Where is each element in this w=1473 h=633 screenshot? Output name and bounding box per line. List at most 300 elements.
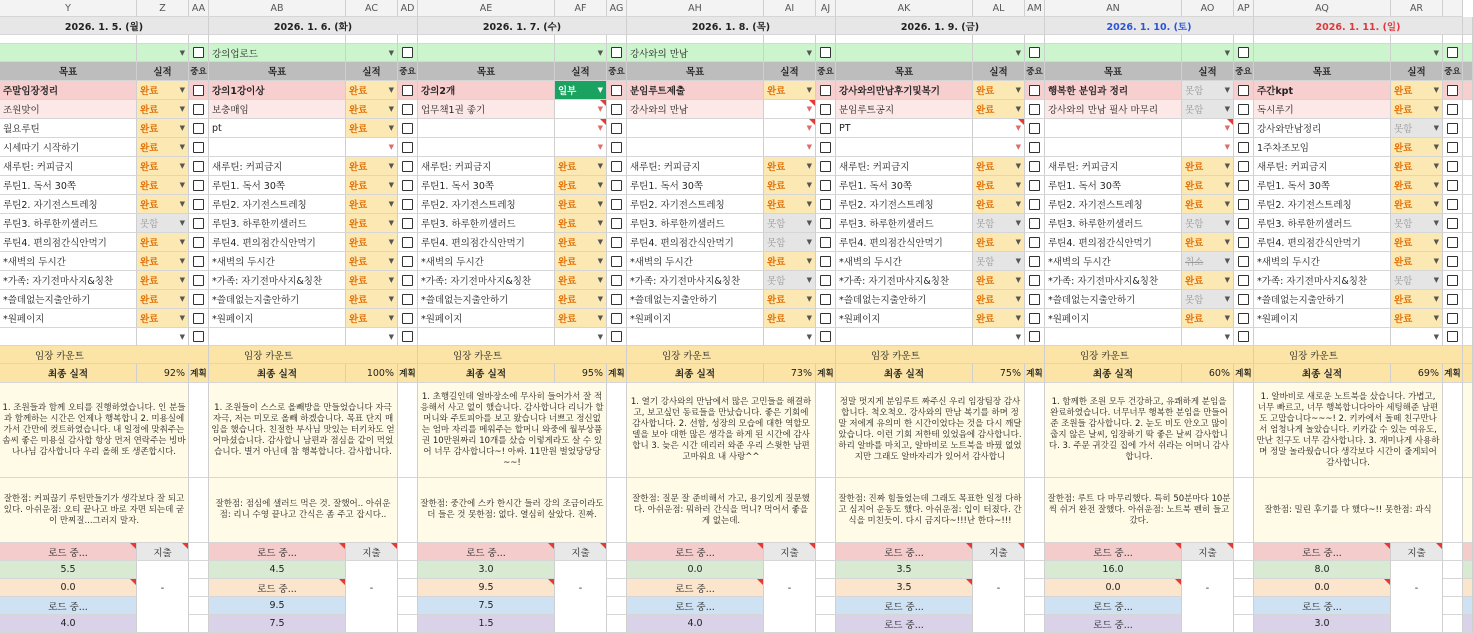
checkbox[interactable]: [1029, 331, 1040, 342]
routine-checkbox[interactable]: [816, 214, 836, 233]
dropdown-arrow-icon[interactable]: ▼: [597, 162, 603, 170]
routine-text[interactable]: *원페이지: [209, 309, 346, 328]
column-header[interactable]: AC: [346, 0, 398, 17]
routine-status[interactable]: [555, 309, 607, 328]
routine-checkbox[interactable]: [1443, 271, 1463, 290]
column-header[interactable]: Y: [0, 0, 137, 17]
goal-text[interactable]: [209, 138, 346, 157]
checkbox[interactable]: [1447, 123, 1458, 134]
dropdown-arrow-icon[interactable]: ▼: [179, 276, 185, 284]
routine-checkbox[interactable]: [398, 252, 418, 271]
routine-text[interactable]: 루틴1. 독서 30쪽: [1045, 176, 1182, 195]
dropdown-arrow-icon[interactable]: ▼: [1224, 181, 1230, 189]
routine-checkbox[interactable]: [189, 271, 209, 290]
dropdown-arrow-icon[interactable]: ▼: [806, 200, 812, 208]
blank-checkbox[interactable]: [816, 328, 836, 346]
checkbox[interactable]: [193, 218, 204, 229]
goal-status[interactable]: [973, 119, 1025, 138]
column-header[interactable]: AP: [1234, 0, 1254, 17]
dropdown-arrow-icon[interactable]: ▼: [179, 86, 185, 94]
dropdown-arrow-icon[interactable]: ▼: [1433, 105, 1439, 113]
blank-checkbox[interactable]: [1443, 328, 1463, 346]
goal-text[interactable]: 강사와만남정리: [1254, 119, 1391, 138]
goal-status[interactable]: [555, 81, 607, 100]
dropdown-arrow-icon[interactable]: ▼: [1015, 314, 1021, 322]
routine-text[interactable]: 루틴1. 독서 30쪽: [836, 176, 973, 195]
routine-status[interactable]: [346, 252, 398, 271]
routine-text[interactable]: *쓸데없는지출안하기: [0, 290, 137, 309]
dropdown-arrow-icon[interactable]: ▼: [1224, 257, 1230, 265]
checkbox[interactable]: [193, 161, 204, 172]
budget-value[interactable]: 로드 중...: [627, 597, 764, 615]
routine-status[interactable]: [1182, 157, 1234, 176]
routine-text[interactable]: 루틴2. 자기전스트레칭: [1254, 195, 1391, 214]
routine-checkbox[interactable]: [1025, 309, 1045, 328]
budget-value[interactable]: 4.5: [209, 561, 346, 579]
dropdown-arrow-icon[interactable]: ▼: [597, 48, 603, 57]
goal-status[interactable]: [137, 138, 189, 157]
routine-text[interactable]: 루틴4. 편의점간식안먹기: [1254, 233, 1391, 252]
checkbox[interactable]: [1447, 199, 1458, 210]
routine-status[interactable]: [346, 176, 398, 195]
routine-status[interactable]: [1182, 176, 1234, 195]
column-header[interactable]: AR: [1391, 0, 1443, 17]
dropdown-arrow-icon[interactable]: ▼: [806, 124, 812, 132]
routine-text[interactable]: *가족: 자기전마사지&칭찬: [418, 271, 555, 290]
column-header[interactable]: AL: [973, 0, 1025, 17]
checkbox[interactable]: [1029, 256, 1040, 267]
routine-text[interactable]: *가족: 자기전마사지&칭찬: [0, 271, 137, 290]
budget-value[interactable]: 로드 중...: [209, 543, 346, 561]
dropdown-arrow-icon[interactable]: ▼: [806, 219, 812, 227]
header-task[interactable]: 강사와의 만남: [627, 44, 764, 62]
goal-checkbox[interactable]: [816, 138, 836, 157]
dropdown-arrow-icon[interactable]: ▼: [1433, 86, 1439, 94]
routine-text[interactable]: *새벽의 두시간: [1254, 252, 1391, 271]
routine-checkbox[interactable]: [1025, 252, 1045, 271]
dropdown-arrow-icon[interactable]: ▼: [1433, 238, 1439, 246]
goal-status[interactable]: [137, 100, 189, 119]
routine-text[interactable]: 루틴1. 독서 30쪽: [0, 176, 137, 195]
routine-text[interactable]: 루틴2. 자기전스트레칭: [836, 195, 973, 214]
checkbox[interactable]: [402, 104, 413, 115]
checkbox[interactable]: [611, 294, 622, 305]
routine-status[interactable]: [973, 271, 1025, 290]
column-header[interactable]: AK: [836, 0, 973, 17]
budget-value[interactable]: 7.5: [209, 615, 346, 633]
checkbox[interactable]: [1238, 104, 1249, 115]
goal-text[interactable]: 강의1강이상: [209, 81, 346, 100]
routine-checkbox[interactable]: [816, 290, 836, 309]
goal-status[interactable]: [1391, 138, 1443, 157]
blank-checkbox[interactable]: [607, 328, 627, 346]
checkbox[interactable]: [820, 294, 831, 305]
budget-value[interactable]: 로드 중...: [627, 543, 764, 561]
header-task[interactable]: 강의업로드: [209, 44, 346, 62]
dropdown-arrow-icon[interactable]: ▼: [1015, 162, 1021, 170]
dropdown-arrow-icon[interactable]: ▼: [806, 181, 812, 189]
checkbox[interactable]: [193, 313, 204, 324]
dropdown-arrow-icon[interactable]: ▼: [597, 200, 603, 208]
goal-text[interactable]: [627, 138, 764, 157]
budget-value[interactable]: 로드 중...: [1254, 543, 1391, 561]
goal-text[interactable]: 독시루기: [1254, 100, 1391, 119]
dropdown-arrow-icon[interactable]: ▼: [1433, 314, 1439, 322]
review-note[interactable]: 잘한점: 밀린 후기를 다 했다~!! 못한점: 과식: [1254, 478, 1443, 543]
checkbox[interactable]: [1238, 123, 1249, 134]
checkbox[interactable]: [611, 256, 622, 267]
routine-checkbox[interactable]: [816, 252, 836, 271]
budget-value[interactable]: 로드 중...: [836, 597, 973, 615]
routine-text[interactable]: 새루틴: 커피금지: [627, 157, 764, 176]
routine-text[interactable]: 새루틴: 커피금지: [1045, 157, 1182, 176]
dropdown-arrow-icon[interactable]: ▼: [179, 181, 185, 189]
routine-status[interactable]: [346, 233, 398, 252]
blank-cell[interactable]: [627, 328, 764, 346]
dropdown-arrow-icon[interactable]: ▼: [1433, 332, 1439, 341]
routine-checkbox[interactable]: [1443, 290, 1463, 309]
dropdown-arrow-icon[interactable]: ▼: [1224, 295, 1230, 303]
routine-checkbox[interactable]: [816, 176, 836, 195]
header-task[interactable]: [836, 44, 973, 62]
header-task[interactable]: [1254, 44, 1391, 62]
checkbox[interactable]: [1238, 199, 1249, 210]
checkbox[interactable]: [611, 275, 622, 286]
routine-status[interactable]: [137, 176, 189, 195]
header-task-dropdown[interactable]: [1182, 44, 1234, 62]
routine-checkbox[interactable]: [607, 309, 627, 328]
routine-status[interactable]: [346, 195, 398, 214]
routine-text[interactable]: *쓸데없는지출안하기: [836, 290, 973, 309]
checkbox[interactable]: [611, 331, 622, 342]
routine-status[interactable]: [137, 290, 189, 309]
submit-button[interactable]: 지출: [973, 543, 1025, 561]
goal-status[interactable]: [346, 138, 398, 157]
dropdown-arrow-icon[interactable]: ▼: [179, 162, 185, 170]
dropdown-arrow-icon[interactable]: ▼: [1224, 86, 1230, 94]
gratitude-note[interactable]: 1. 함께한 조원 모두 건강하고, 유쾌하게 분임을 완료하였습니다. 너무너무 행복한 분임을 만들어준 조원들 감사합니다. 2. 눈도 비도 안오고 많이 춥지 않은 날씨, 임장하기 딱 좋은 날씨 감사합니다. 3. 주문 귀갓길 집에 가서 쉬라는 어머니 감사합니다.: [1045, 383, 1234, 478]
routine-text[interactable]: *새벽의 두시간: [836, 252, 973, 271]
routine-status[interactable]: [1391, 195, 1443, 214]
checkbox[interactable]: [402, 85, 413, 96]
routine-checkbox[interactable]: [1234, 271, 1254, 290]
routine-checkbox[interactable]: [398, 290, 418, 309]
checkbox[interactable]: [820, 237, 831, 248]
checkbox[interactable]: [402, 218, 413, 229]
routine-text[interactable]: 루틴4. 편의점간식안먹기: [0, 233, 137, 252]
routine-checkbox[interactable]: [189, 157, 209, 176]
goal-checkbox[interactable]: [607, 119, 627, 138]
goal-status[interactable]: [1391, 119, 1443, 138]
dropdown-arrow-icon[interactable]: ▼: [179, 143, 185, 151]
routine-checkbox[interactable]: [398, 176, 418, 195]
dropdown-arrow-icon[interactable]: ▼: [1224, 105, 1230, 113]
dropdown-arrow-icon[interactable]: ▼: [1015, 48, 1021, 57]
budget-value[interactable]: 로드 중...: [627, 579, 764, 597]
routine-status[interactable]: [1182, 290, 1234, 309]
checkbox[interactable]: [193, 294, 204, 305]
routine-text[interactable]: *원페이지: [836, 309, 973, 328]
routine-status[interactable]: [137, 252, 189, 271]
routine-status[interactable]: [973, 176, 1025, 195]
routine-status[interactable]: [973, 252, 1025, 271]
budget-value[interactable]: 로드 중...: [836, 543, 973, 561]
impression-label[interactable]: 임장 카운트: [0, 346, 209, 364]
routine-status[interactable]: [137, 309, 189, 328]
routine-text[interactable]: 루틴2. 자기전스트레칭: [418, 195, 555, 214]
dropdown-arrow-icon[interactable]: ▼: [597, 181, 603, 189]
goal-text[interactable]: 1주차조모임: [1254, 138, 1391, 157]
budget-value[interactable]: 로드 중...: [418, 543, 555, 561]
budget-value[interactable]: 5.5: [0, 561, 137, 579]
checkbox[interactable]: [820, 161, 831, 172]
gratitude-note[interactable]: 1. 열기 강사와의 만남에서 많은 고민들을 해결하고, 보고싶던 동료들을 만났습니다. 좋은 기회에 감사합니다. 2. 선함, 성장의 모습에 대한 역할모델을 보아 대한 많은 생각을 하게 된 시간에 감사합니 3. 늦은 시간 데리러 와준 우리 스윗한 남편 고마워요 내 사랑^^: [627, 383, 816, 478]
dropdown-arrow-icon[interactable]: ▼: [179, 314, 185, 322]
routine-text[interactable]: 루틴2. 자기전스트레칭: [0, 195, 137, 214]
checkbox[interactable]: [1029, 161, 1040, 172]
dropdown-arrow-icon[interactable]: ▼: [179, 295, 185, 303]
blank-checkbox[interactable]: [1234, 328, 1254, 346]
blank-cell[interactable]: [836, 328, 973, 346]
checkbox[interactable]: [1029, 85, 1040, 96]
routine-checkbox[interactable]: [1443, 252, 1463, 271]
checkbox[interactable]: [1029, 199, 1040, 210]
checkbox[interactable]: [820, 85, 831, 96]
routine-status[interactable]: [1182, 233, 1234, 252]
blank-status[interactable]: [764, 328, 816, 346]
dropdown-arrow-icon[interactable]: ▼: [388, 105, 394, 113]
routine-status[interactable]: [1391, 176, 1443, 195]
budget-value[interactable]: 3.5: [836, 561, 973, 579]
gratitude-note[interactable]: 1. 조원들이 스스로 올빼방을 만들었습니다 자극자극, 저는 미모로 올빼 하겠습니다. 목표 단지 매임을 했습니다. 친절한 부사님 맛있는 터키차도 얻어마셨습니다. 감사합니 남편과 점심을 같이 먹었습니다. 별거 아닌데 참 행복합니다. 감사합니다.: [209, 383, 398, 478]
checkbox[interactable]: [193, 199, 204, 210]
dropdown-arrow-icon[interactable]: ▼: [806, 276, 812, 284]
routine-checkbox[interactable]: [1443, 214, 1463, 233]
checkbox[interactable]: [1238, 256, 1249, 267]
dropdown-arrow-icon[interactable]: ▼: [806, 48, 812, 57]
routine-text[interactable]: *원페이지: [418, 309, 555, 328]
review-note[interactable]: 잘한점: 진짜 힘들었는데 그래도 목표한 일정 다하고 심지어 운동도 했다. 아쉬운점: 입이 터졌다. 간식을 미친듯이. 다시 금지다~!!!난 한다~!!!: [836, 478, 1025, 543]
routine-status[interactable]: [555, 252, 607, 271]
checkbox[interactable]: [193, 237, 204, 248]
goal-status[interactable]: [973, 81, 1025, 100]
blank-cell[interactable]: [418, 328, 555, 346]
blank-checkbox[interactable]: [398, 328, 418, 346]
routine-text[interactable]: *새벽의 두시간: [0, 252, 137, 271]
header-task[interactable]: [0, 44, 137, 62]
routine-checkbox[interactable]: [1025, 214, 1045, 233]
routine-checkbox[interactable]: [189, 252, 209, 271]
goal-status[interactable]: [346, 119, 398, 138]
routine-checkbox[interactable]: [1443, 157, 1463, 176]
goal-checkbox[interactable]: [189, 100, 209, 119]
checkbox[interactable]: [193, 256, 204, 267]
goal-checkbox[interactable]: [1443, 138, 1463, 157]
goal-status[interactable]: [346, 81, 398, 100]
dropdown-arrow-icon[interactable]: ▼: [388, 238, 394, 246]
routine-checkbox[interactable]: [398, 157, 418, 176]
dropdown-arrow-icon[interactable]: ▼: [388, 124, 394, 132]
routine-checkbox[interactable]: [1234, 309, 1254, 328]
dropdown-arrow-icon[interactable]: ▼: [1224, 238, 1230, 246]
goal-checkbox[interactable]: [1234, 119, 1254, 138]
dropdown-arrow-icon[interactable]: ▼: [806, 143, 812, 151]
dropdown-arrow-icon[interactable]: ▼: [179, 238, 185, 246]
routine-status[interactable]: [346, 290, 398, 309]
header-task-dropdown[interactable]: [1391, 44, 1443, 62]
goal-checkbox[interactable]: [398, 138, 418, 157]
checkbox[interactable]: [611, 180, 622, 191]
checkbox[interactable]: [611, 313, 622, 324]
column-header[interactable]: AI: [764, 0, 816, 17]
task-checkbox[interactable]: [189, 44, 209, 62]
dropdown-arrow-icon[interactable]: ▼: [1015, 257, 1021, 265]
dropdown-arrow-icon[interactable]: ▼: [1433, 143, 1439, 151]
dropdown-arrow-icon[interactable]: ▼: [1224, 219, 1230, 227]
budget-value[interactable]: 로드 중...: [1045, 543, 1182, 561]
dropdown-arrow-icon[interactable]: ▼: [1433, 276, 1439, 284]
column-header[interactable]: AB: [209, 0, 346, 17]
routine-text[interactable]: 루틴3. 하루한끼샐러드: [836, 214, 973, 233]
checkbox[interactable]: [402, 294, 413, 305]
routine-status[interactable]: [764, 176, 816, 195]
routine-checkbox[interactable]: [1234, 195, 1254, 214]
routine-text[interactable]: 루틴4. 편의점간식안먹기: [1045, 233, 1182, 252]
budget-value[interactable]: 0.0: [1254, 579, 1391, 597]
dropdown-arrow-icon[interactable]: ▼: [597, 295, 603, 303]
dropdown-arrow-icon[interactable]: ▼: [388, 314, 394, 322]
checkbox[interactable]: [820, 331, 831, 342]
routine-status[interactable]: [1391, 290, 1443, 309]
goal-status[interactable]: [1182, 138, 1234, 157]
goal-checkbox[interactable]: [1234, 138, 1254, 157]
budget-value[interactable]: 3.5: [836, 579, 973, 597]
routine-status[interactable]: [346, 271, 398, 290]
checkbox[interactable]: [820, 142, 831, 153]
dropdown-arrow-icon[interactable]: ▼: [388, 162, 394, 170]
routine-status[interactable]: [764, 214, 816, 233]
routine-checkbox[interactable]: [1234, 176, 1254, 195]
column-header[interactable]: AJ: [816, 0, 836, 17]
column-header[interactable]: AF: [555, 0, 607, 17]
dropdown-arrow-icon[interactable]: ▼: [388, 200, 394, 208]
goal-text[interactable]: 월요루틴: [0, 119, 137, 138]
blank-cell[interactable]: [1045, 328, 1182, 346]
goal-text[interactable]: 행복한 분임과 정리: [1045, 81, 1182, 100]
routine-text[interactable]: *쓸데없는지출안하기: [418, 290, 555, 309]
routine-status[interactable]: [555, 195, 607, 214]
checkbox[interactable]: [820, 199, 831, 210]
checkbox[interactable]: [1238, 331, 1249, 342]
dropdown-arrow-icon[interactable]: ▼: [388, 143, 394, 151]
routine-status[interactable]: [555, 176, 607, 195]
dropdown-arrow-icon[interactable]: ▼: [179, 332, 185, 341]
goal-checkbox[interactable]: [816, 119, 836, 138]
budget-value[interactable]: 16.0: [1045, 561, 1182, 579]
dropdown-arrow-icon[interactable]: ▼: [388, 219, 394, 227]
routine-status[interactable]: [137, 233, 189, 252]
dropdown-arrow-icon[interactable]: ▼: [597, 86, 603, 94]
task-checkbox[interactable]: [816, 44, 836, 62]
goal-status[interactable]: [1391, 81, 1443, 100]
checkbox[interactable]: [1447, 104, 1458, 115]
checkbox[interactable]: [1447, 161, 1458, 172]
routine-status[interactable]: [346, 214, 398, 233]
goal-status[interactable]: [346, 100, 398, 119]
submit-button[interactable]: 지출: [764, 543, 816, 561]
routine-text[interactable]: 루틴3. 하루한끼샐러드: [0, 214, 137, 233]
routine-status[interactable]: [1182, 195, 1234, 214]
checkbox[interactable]: [402, 142, 413, 153]
routine-status[interactable]: [1391, 157, 1443, 176]
routine-checkbox[interactable]: [1025, 157, 1045, 176]
checkbox[interactable]: [1447, 256, 1458, 267]
dropdown-arrow-icon[interactable]: ▼: [597, 257, 603, 265]
checkbox[interactable]: [611, 237, 622, 248]
checkbox[interactable]: [820, 47, 831, 58]
routine-checkbox[interactable]: [398, 214, 418, 233]
routine-checkbox[interactable]: [398, 195, 418, 214]
routine-text[interactable]: 루틴4. 편의점간식안먹기: [418, 233, 555, 252]
routine-text[interactable]: *가족: 자기전마사지&칭찬: [209, 271, 346, 290]
routine-checkbox[interactable]: [1234, 214, 1254, 233]
submit-button[interactable]: 지출: [346, 543, 398, 561]
goal-checkbox[interactable]: [1234, 100, 1254, 119]
goal-checkbox[interactable]: [189, 119, 209, 138]
routine-text[interactable]: *원페이지: [1045, 309, 1182, 328]
goal-status[interactable]: [764, 100, 816, 119]
routine-checkbox[interactable]: [607, 290, 627, 309]
checkbox[interactable]: [193, 123, 204, 134]
blank-checkbox[interactable]: [189, 328, 209, 346]
impression-label[interactable]: 임장 카운트: [418, 346, 627, 364]
goal-checkbox[interactable]: [607, 81, 627, 100]
blank-cell[interactable]: [209, 328, 346, 346]
routine-checkbox[interactable]: [607, 233, 627, 252]
checkbox[interactable]: [1447, 180, 1458, 191]
checkbox[interactable]: [402, 331, 413, 342]
budget-value[interactable]: 로드 중...: [0, 543, 137, 561]
goal-text[interactable]: [1045, 119, 1182, 138]
checkbox[interactable]: [1447, 85, 1458, 96]
column-header[interactable]: AA: [189, 0, 209, 17]
header-task-dropdown[interactable]: [555, 44, 607, 62]
checkbox[interactable]: [611, 218, 622, 229]
checkbox[interactable]: [1238, 142, 1249, 153]
routine-status[interactable]: [764, 309, 816, 328]
review-note[interactable]: 잘한점: 중간에 스카 한시간 들러 강의 조금이라도 더 들은 것 못한점: 없다. 열심히 살았다. 진짜.: [418, 478, 607, 543]
routine-checkbox[interactable]: [1443, 176, 1463, 195]
checkbox[interactable]: [1447, 47, 1458, 58]
checkbox[interactable]: [820, 123, 831, 134]
blank-checkbox[interactable]: [1025, 328, 1045, 346]
goal-text[interactable]: 분임루트제출: [627, 81, 764, 100]
routine-checkbox[interactable]: [1443, 309, 1463, 328]
routine-checkbox[interactable]: [607, 195, 627, 214]
routine-text[interactable]: 새루틴: 커피금지: [209, 157, 346, 176]
goal-text[interactable]: 분임루트공지: [836, 100, 973, 119]
dropdown-arrow-icon[interactable]: ▼: [597, 143, 603, 151]
checkbox[interactable]: [611, 161, 622, 172]
goal-checkbox[interactable]: [607, 138, 627, 157]
dropdown-arrow-icon[interactable]: ▼: [806, 295, 812, 303]
budget-value[interactable]: 8.0: [1254, 561, 1391, 579]
goal-checkbox[interactable]: [816, 100, 836, 119]
impression-label[interactable]: 임장 카운트: [627, 346, 836, 364]
dropdown-arrow-icon[interactable]: ▼: [1015, 295, 1021, 303]
checkbox[interactable]: [820, 104, 831, 115]
goal-checkbox[interactable]: [1025, 119, 1045, 138]
